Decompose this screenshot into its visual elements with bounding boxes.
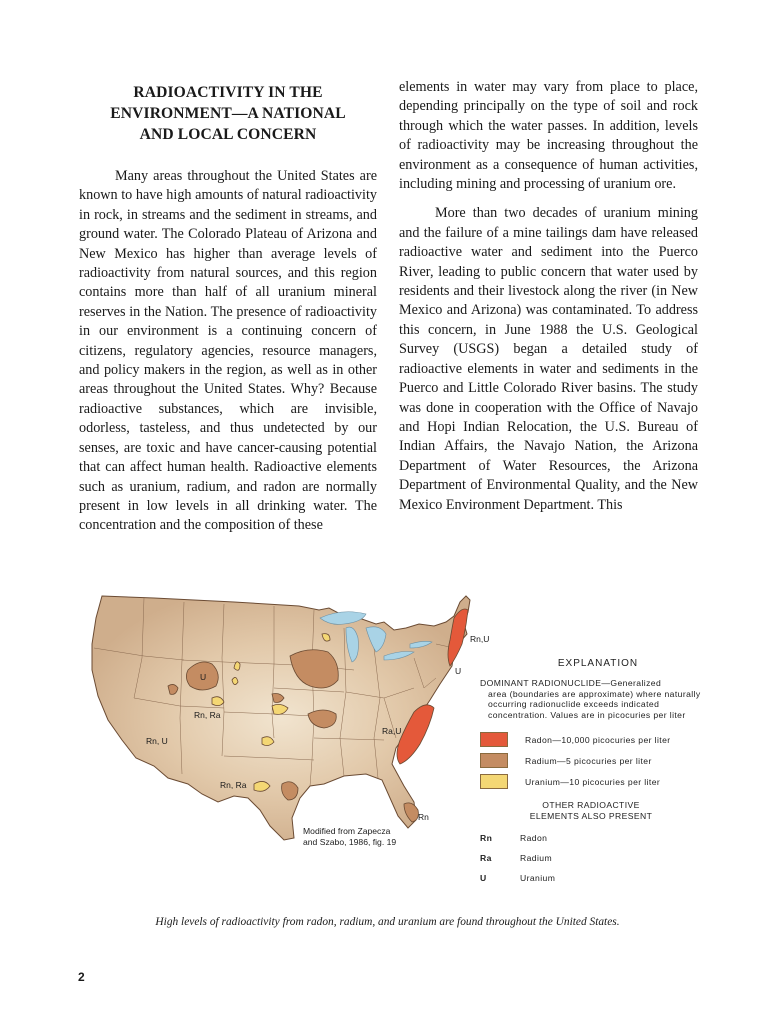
radon-swatch <box>480 732 508 747</box>
label-rn-u-ne: Rn,U <box>470 634 490 644</box>
other-title-line-1: OTHER RADIOACTIVE <box>542 800 640 810</box>
right-column <box>399 78 698 515</box>
label-ra-u-se: Ra,U <box>382 726 402 736</box>
abbr-name: Radium <box>520 853 553 863</box>
radium-swatch <box>480 753 508 768</box>
abbr-code: U <box>480 873 487 883</box>
label-rn-fl: Rn <box>418 812 429 822</box>
label-rn-ra-tx: Rn, Ra <box>220 780 247 790</box>
right-paragraph-1: elements in water may vary from place to place, depending principally on the type of soil and rock through which the water passes. In addition, levels of radioactivity may be increasing throughout the environment as a consequence of human activities, including mining and processing of uranium ore. <box>399 79 698 193</box>
page-number: 2 <box>78 970 85 984</box>
uranium-swatch <box>480 774 508 789</box>
legend-item-radium <box>488 750 702 771</box>
right-paragraph-2: More than two decades of uranium mining and the failure of a mine tailings dam have released radioactive water and sediment into the Puerco River, leading to public concern that water used by residents and their livestock along the river (in New Mexico and Arizona) was contaminated. To address this concern, in June 1988 the U.S. Geological Survey (USGS) began a detailed study of radioactive elements in water and sediments in the Puerco and Little Colorado River basins. The study was done in cooperation with the Office of Navajo and Hopi Indian Relocation, the U.S. Bureau of Indian Affairs, the Navajo Nation, the Arizona Department of Water Resources, the Arizona Department of Environmental Quality, and the New Mexico Environment Department. This <box>399 205 698 513</box>
label-rn-u-az: Rn, U <box>146 736 168 746</box>
abbr-code: Rn <box>480 833 493 843</box>
left-paragraph: Many areas throughout the United States are known to have high amounts of natural radioactivity in rock, in streams and the sediment in streams, and ground water. The Colorado Plateau of Arizona and New Mexico has higher than average levels of radioactivity from natural sources, and this region contains more than half of all uranium mineral reserves in the Nation. The presence of radioactivity in our environment is a continuing concern of citizens, regulatory agencies, resource managers, and policy makers in the region, as well as in other areas throughout the United States. Why? Because radioactive substances, which are invisible, odorless, tasteless, and thus undetected by our senses, are toxic and have cancer-causing potential that can affect human health. Radioactive elements such as uranium, radium, and radon are normally present in low levels in all drinking water. The concentration and the composition of these <box>79 168 377 534</box>
map-credit <box>303 826 396 848</box>
heading-line-1: RADIOACTIVITY IN THE <box>133 84 323 101</box>
abbr-name: Uranium <box>520 873 556 883</box>
uranium-label: Uranium—10 picocuries per liter <box>525 776 661 787</box>
legend-desc-body: area (boundaries are approximate) where naturally occurring radionuclide exceeds indicated concentration. Values are in picocuries per liter <box>488 688 701 720</box>
heading-line-3: AND LOCAL CONCERN <box>139 126 317 143</box>
label-u-wy: U <box>200 672 207 682</box>
map-svg <box>84 588 490 858</box>
legend-item-radon <box>488 729 702 750</box>
figure-caption: High levels of radioactivity from radon, radium, and uranium are found throughout the United States. <box>155 916 620 928</box>
us-radionuclide-map <box>84 588 490 858</box>
other-elements-title <box>480 800 702 822</box>
credit-line-1: Modified from Zapecza <box>303 826 391 836</box>
legend-title: EXPLANATION <box>557 658 639 669</box>
legend-desc-lead: DOMINANT RADIONUCLIDE—Generalized <box>480 678 662 688</box>
map-legend <box>480 658 702 888</box>
other-title-line-2: ELEMENTS ALSO PRESENT <box>529 811 653 821</box>
left-column <box>79 82 377 536</box>
label-rn-ra-co: Rn, Ra <box>194 710 221 720</box>
radium-label: Radium—5 picocuries per liter <box>525 755 652 766</box>
legend-item-uranium <box>488 771 702 792</box>
legend-swatches <box>488 729 702 792</box>
abbr-uranium <box>480 868 702 888</box>
abbr-name: Radon <box>520 833 548 843</box>
abbr-radium <box>480 848 702 868</box>
article-heading <box>79 82 377 145</box>
abbr-code: Ra <box>480 853 492 863</box>
radon-label: Radon—10,000 picocuries per liter <box>525 734 671 745</box>
credit-line-2: and Szabo, 1986, fig. 19 <box>303 837 397 847</box>
label-u-ne: U <box>455 666 462 676</box>
heading-line-2: ENVIRONMENT—A NATIONAL <box>110 105 346 122</box>
abbr-radon <box>480 828 702 848</box>
legend-description <box>480 678 702 720</box>
